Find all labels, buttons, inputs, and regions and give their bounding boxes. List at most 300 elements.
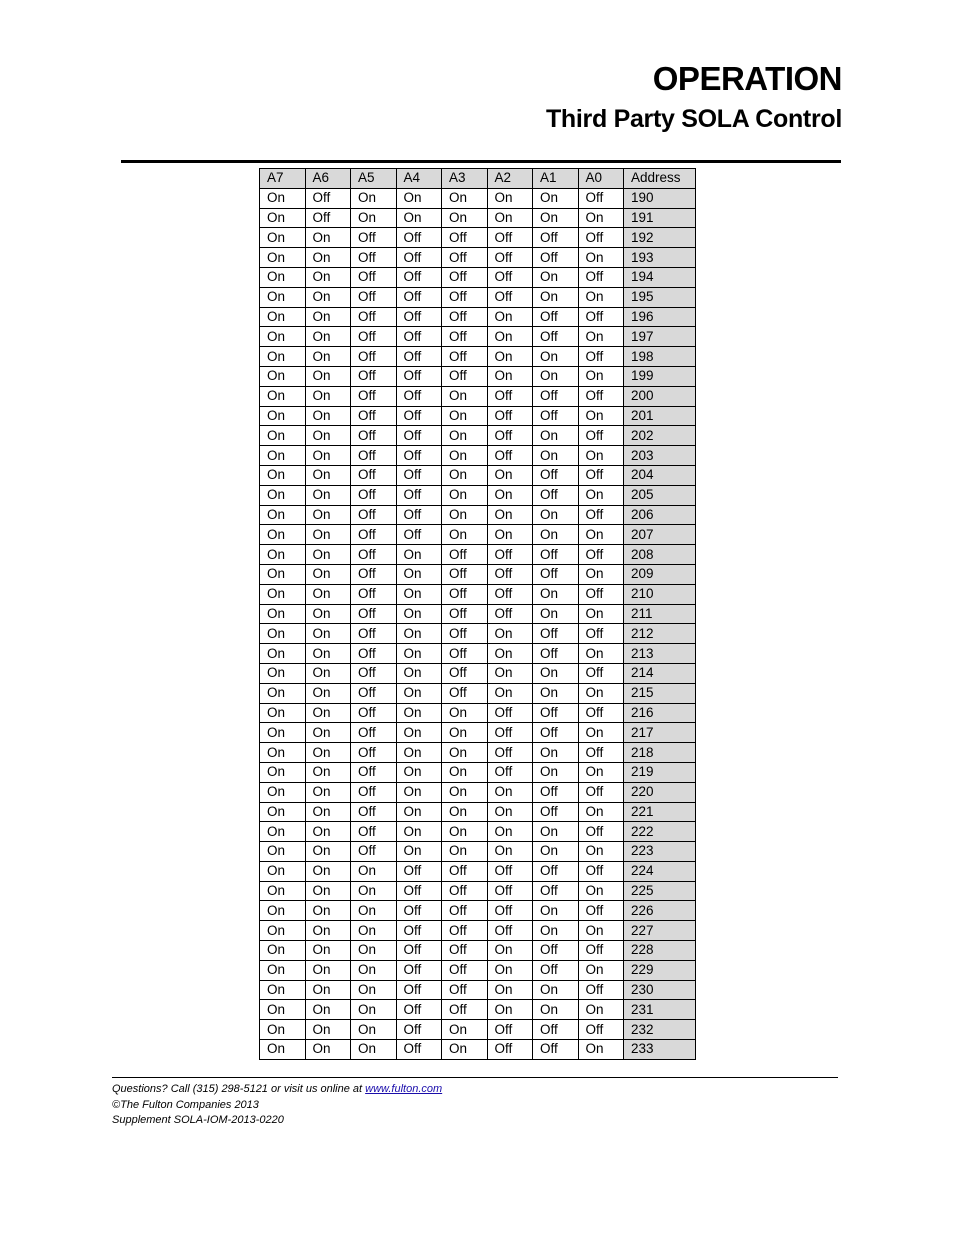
- table-row: [260, 881, 696, 901]
- bit-cell: On: [578, 1040, 624, 1060]
- bit-cell: On: [260, 723, 306, 743]
- bit-cell: Off: [578, 624, 624, 644]
- bit-cell: Off: [578, 465, 624, 485]
- bit-cell: On: [260, 663, 306, 683]
- bit-cell: Off: [442, 644, 488, 664]
- bit-cell: On: [305, 663, 351, 683]
- bit-cell: Off: [487, 564, 533, 584]
- bit-cell: On: [305, 921, 351, 941]
- table-row: [260, 703, 696, 723]
- bit-cell: Off: [351, 703, 397, 723]
- bit-cell: Off: [487, 861, 533, 881]
- bit-cell: On: [442, 188, 488, 208]
- table-row: [260, 644, 696, 664]
- bit-cell: On: [351, 861, 397, 881]
- table-row: [260, 248, 696, 268]
- bit-cell: Off: [396, 1000, 442, 1020]
- bit-cell: On: [305, 644, 351, 664]
- bit-cell: On: [305, 1040, 351, 1060]
- bit-cell: Off: [533, 703, 579, 723]
- bit-cell: On: [578, 1000, 624, 1020]
- table-row: [260, 426, 696, 446]
- bit-cell: Off: [442, 584, 488, 604]
- address-cell: 225: [624, 881, 696, 901]
- website-link[interactable]: www.fulton.com: [365, 1083, 443, 1095]
- table-row: [260, 960, 696, 980]
- bit-cell: Off: [578, 901, 624, 921]
- bit-cell: On: [578, 842, 624, 862]
- bit-cell: On: [578, 366, 624, 386]
- address-cell: 196: [624, 307, 696, 327]
- bit-cell: On: [351, 881, 397, 901]
- header-divider: [121, 160, 841, 163]
- bit-cell: Off: [578, 426, 624, 446]
- bit-cell: Off: [442, 901, 488, 921]
- table-row: [260, 683, 696, 703]
- column-header: A6: [305, 169, 351, 189]
- bit-cell: On: [260, 842, 306, 862]
- column-header: A0: [578, 169, 624, 189]
- bit-cell: On: [260, 545, 306, 565]
- bit-cell: Off: [351, 822, 397, 842]
- bit-cell: On: [396, 663, 442, 683]
- bit-cell: On: [260, 287, 306, 307]
- address-cell: 213: [624, 644, 696, 664]
- bit-cell: On: [533, 743, 579, 763]
- address-cell: 195: [624, 287, 696, 307]
- bit-cell: Off: [396, 1040, 442, 1060]
- bit-cell: On: [487, 505, 533, 525]
- bit-cell: On: [305, 505, 351, 525]
- bit-cell: Off: [396, 446, 442, 466]
- bit-cell: On: [260, 1040, 306, 1060]
- bit-cell: Off: [442, 980, 488, 1000]
- bit-cell: On: [487, 941, 533, 961]
- address-cell: 204: [624, 465, 696, 485]
- bit-cell: Off: [396, 960, 442, 980]
- bit-cell: On: [533, 921, 579, 941]
- bit-cell: On: [533, 584, 579, 604]
- bit-cell: On: [305, 307, 351, 327]
- bit-cell: On: [578, 406, 624, 426]
- address-cell: 207: [624, 525, 696, 545]
- bit-cell: Off: [396, 980, 442, 1000]
- table-row: [260, 802, 696, 822]
- bit-cell: On: [578, 802, 624, 822]
- bit-cell: On: [260, 465, 306, 485]
- bit-cell: On: [396, 624, 442, 644]
- table-row: [260, 505, 696, 525]
- bit-cell: On: [442, 782, 488, 802]
- bit-cell: Off: [442, 545, 488, 565]
- bit-cell: On: [396, 782, 442, 802]
- bit-cell: On: [260, 366, 306, 386]
- bit-cell: Off: [533, 941, 579, 961]
- bit-cell: Off: [442, 1000, 488, 1020]
- bit-cell: On: [260, 386, 306, 406]
- bit-cell: On: [260, 901, 306, 921]
- bit-cell: Off: [442, 941, 488, 961]
- bit-cell: Off: [442, 228, 488, 248]
- address-table: [259, 168, 696, 1060]
- bit-cell: On: [351, 1040, 397, 1060]
- bit-cell: Off: [351, 545, 397, 565]
- bit-cell: Off: [533, 564, 579, 584]
- bit-cell: On: [578, 723, 624, 743]
- table-row: [260, 663, 696, 683]
- table-row: [260, 624, 696, 644]
- bit-cell: Off: [533, 624, 579, 644]
- table-row: [260, 366, 696, 386]
- footer-copyright: ©The Fulton Companies 2013: [112, 1098, 259, 1111]
- bit-cell: On: [396, 208, 442, 228]
- table-row: [260, 188, 696, 208]
- table-row: [260, 980, 696, 1000]
- address-cell: 214: [624, 663, 696, 683]
- bit-cell: On: [442, 406, 488, 426]
- footer-supplement: Supplement SOLA-IOM-2013-0220: [112, 1114, 284, 1126]
- bit-cell: Off: [396, 406, 442, 426]
- address-cell: 201: [624, 406, 696, 426]
- bit-cell: On: [396, 743, 442, 763]
- bit-cell: On: [442, 208, 488, 228]
- bit-cell: On: [260, 861, 306, 881]
- bit-cell: On: [260, 604, 306, 624]
- bit-cell: Off: [533, 1040, 579, 1060]
- bit-cell: On: [260, 208, 306, 228]
- bit-cell: On: [305, 564, 351, 584]
- bit-cell: Off: [396, 921, 442, 941]
- address-cell: 203: [624, 446, 696, 466]
- bit-cell: Off: [442, 248, 488, 268]
- bit-cell: Off: [396, 228, 442, 248]
- bit-cell: On: [533, 208, 579, 228]
- bit-cell: Off: [396, 861, 442, 881]
- bit-cell: Off: [533, 406, 579, 426]
- bit-cell: On: [305, 604, 351, 624]
- bit-cell: On: [487, 525, 533, 545]
- bit-cell: On: [578, 248, 624, 268]
- bit-cell: Off: [487, 386, 533, 406]
- bit-cell: Off: [351, 782, 397, 802]
- bit-cell: Off: [442, 347, 488, 367]
- bit-cell: On: [578, 881, 624, 901]
- table-row: [260, 228, 696, 248]
- bit-cell: Off: [351, 723, 397, 743]
- bit-cell: On: [305, 624, 351, 644]
- bit-cell: On: [396, 564, 442, 584]
- bit-cell: Off: [442, 624, 488, 644]
- address-cell: 208: [624, 545, 696, 565]
- page-subtitle: Third Party SOLA Control: [545, 105, 842, 133]
- bit-cell: On: [578, 446, 624, 466]
- bit-cell: On: [442, 842, 488, 862]
- table-row: [260, 861, 696, 881]
- bit-cell: On: [260, 347, 306, 367]
- bit-cell: Off: [442, 663, 488, 683]
- bit-cell: Off: [487, 248, 533, 268]
- bit-cell: Off: [442, 287, 488, 307]
- bit-cell: On: [533, 525, 579, 545]
- bit-cell: On: [260, 683, 306, 703]
- bit-cell: Off: [396, 327, 442, 347]
- table-row: [260, 782, 696, 802]
- bit-cell: On: [305, 386, 351, 406]
- address-cell: 194: [624, 267, 696, 287]
- bit-cell: On: [578, 921, 624, 941]
- column-header: A7: [260, 169, 306, 189]
- bit-cell: On: [578, 327, 624, 347]
- bit-cell: Off: [351, 505, 397, 525]
- table-row: [260, 485, 696, 505]
- bit-cell: On: [487, 822, 533, 842]
- bit-cell: On: [396, 703, 442, 723]
- address-cell: 216: [624, 703, 696, 723]
- table-row: [260, 1020, 696, 1040]
- bit-cell: Off: [578, 941, 624, 961]
- bit-cell: On: [487, 465, 533, 485]
- bit-cell: On: [260, 980, 306, 1000]
- bit-cell: On: [351, 960, 397, 980]
- table-row: [260, 208, 696, 228]
- bit-cell: On: [260, 406, 306, 426]
- bit-cell: On: [487, 208, 533, 228]
- bit-cell: Off: [351, 683, 397, 703]
- bit-cell: Off: [578, 743, 624, 763]
- table-row: [260, 723, 696, 743]
- bit-cell: On: [305, 287, 351, 307]
- address-cell: 192: [624, 228, 696, 248]
- bit-cell: On: [533, 426, 579, 446]
- bit-cell: On: [260, 822, 306, 842]
- bit-cell: On: [260, 743, 306, 763]
- bit-cell: On: [487, 644, 533, 664]
- bit-cell: On: [442, 465, 488, 485]
- bit-cell: On: [305, 1020, 351, 1040]
- bit-cell: On: [305, 446, 351, 466]
- bit-cell: On: [260, 228, 306, 248]
- bit-cell: Off: [396, 386, 442, 406]
- bit-cell: Off: [487, 1020, 533, 1040]
- table-row: [260, 446, 696, 466]
- bit-cell: On: [442, 802, 488, 822]
- bit-cell: On: [533, 822, 579, 842]
- bit-cell: Off: [578, 980, 624, 1000]
- bit-cell: On: [487, 980, 533, 1000]
- column-header: Address: [624, 169, 696, 189]
- table-row: [260, 465, 696, 485]
- bit-cell: Off: [442, 921, 488, 941]
- table-row: [260, 762, 696, 782]
- bit-cell: On: [533, 366, 579, 386]
- bit-cell: Off: [578, 782, 624, 802]
- bit-cell: On: [442, 1020, 488, 1040]
- address-cell: 191: [624, 208, 696, 228]
- bit-cell: On: [260, 762, 306, 782]
- bit-cell: On: [533, 901, 579, 921]
- bit-cell: Off: [487, 762, 533, 782]
- bit-cell: Off: [487, 901, 533, 921]
- address-cell: 193: [624, 248, 696, 268]
- bit-cell: Off: [533, 545, 579, 565]
- bit-cell: Off: [351, 366, 397, 386]
- bit-cell: On: [305, 267, 351, 287]
- table-row: [260, 842, 696, 862]
- bit-cell: Off: [351, 564, 397, 584]
- bit-cell: On: [305, 723, 351, 743]
- bit-cell: On: [487, 802, 533, 822]
- bit-cell: On: [578, 604, 624, 624]
- bit-cell: On: [351, 208, 397, 228]
- bit-cell: On: [533, 842, 579, 862]
- bit-cell: On: [533, 1000, 579, 1020]
- column-header: A4: [396, 169, 442, 189]
- bit-cell: Off: [578, 228, 624, 248]
- bit-cell: Off: [442, 564, 488, 584]
- bit-cell: On: [305, 762, 351, 782]
- bit-cell: Off: [487, 921, 533, 941]
- bit-cell: Off: [533, 782, 579, 802]
- bit-cell: Off: [533, 1020, 579, 1040]
- bit-cell: On: [442, 525, 488, 545]
- bit-cell: Off: [578, 584, 624, 604]
- bit-cell: On: [305, 941, 351, 961]
- address-cell: 217: [624, 723, 696, 743]
- bit-cell: Off: [396, 941, 442, 961]
- bit-cell: On: [260, 624, 306, 644]
- page-title: OPERATION: [652, 60, 842, 97]
- bit-cell: Off: [578, 188, 624, 208]
- address-cell: 197: [624, 327, 696, 347]
- bit-cell: On: [396, 723, 442, 743]
- bit-cell: On: [533, 347, 579, 367]
- table-row: [260, 347, 696, 367]
- bit-cell: Off: [533, 723, 579, 743]
- bit-cell: Off: [396, 525, 442, 545]
- bit-cell: On: [260, 960, 306, 980]
- bit-cell: On: [396, 822, 442, 842]
- bit-cell: On: [305, 406, 351, 426]
- address-cell: 220: [624, 782, 696, 802]
- bit-cell: On: [305, 584, 351, 604]
- bit-cell: Off: [487, 743, 533, 763]
- bit-cell: On: [533, 188, 579, 208]
- table-row: [260, 901, 696, 921]
- bit-cell: On: [396, 762, 442, 782]
- address-cell: 202: [624, 426, 696, 446]
- bit-cell: Off: [533, 485, 579, 505]
- bit-cell: Off: [396, 366, 442, 386]
- table-row: [260, 327, 696, 347]
- bit-cell: Off: [578, 307, 624, 327]
- bit-cell: Off: [442, 327, 488, 347]
- bit-cell: Off: [442, 861, 488, 881]
- bit-cell: Off: [487, 881, 533, 901]
- bit-cell: Off: [442, 366, 488, 386]
- table-row: [260, 267, 696, 287]
- bit-cell: On: [487, 624, 533, 644]
- bit-cell: Off: [533, 386, 579, 406]
- bit-cell: On: [305, 683, 351, 703]
- bit-cell: Off: [396, 485, 442, 505]
- bit-cell: Off: [351, 465, 397, 485]
- bit-cell: On: [487, 1000, 533, 1020]
- bit-cell: On: [487, 366, 533, 386]
- bit-cell: Off: [351, 267, 397, 287]
- bit-cell: On: [305, 802, 351, 822]
- bit-cell: Off: [351, 287, 397, 307]
- bit-cell: On: [442, 822, 488, 842]
- bit-cell: On: [442, 723, 488, 743]
- bit-cell: Off: [351, 386, 397, 406]
- bit-cell: Off: [578, 505, 624, 525]
- address-cell: 210: [624, 584, 696, 604]
- bit-cell: On: [533, 683, 579, 703]
- address-cell: 190: [624, 188, 696, 208]
- column-header: A3: [442, 169, 488, 189]
- bit-cell: Off: [351, 762, 397, 782]
- bit-cell: On: [351, 921, 397, 941]
- bit-cell: On: [487, 663, 533, 683]
- bit-cell: On: [260, 703, 306, 723]
- address-cell: 198: [624, 347, 696, 367]
- bit-cell: On: [260, 188, 306, 208]
- table-row: [260, 1000, 696, 1020]
- bit-cell: Off: [396, 347, 442, 367]
- bit-cell: On: [442, 426, 488, 446]
- bit-cell: Off: [578, 267, 624, 287]
- bit-cell: Off: [351, 802, 397, 822]
- bit-cell: On: [260, 248, 306, 268]
- bit-cell: On: [533, 980, 579, 1000]
- bit-cell: On: [305, 822, 351, 842]
- bit-cell: On: [305, 881, 351, 901]
- table-row: [260, 941, 696, 961]
- bit-cell: Off: [578, 822, 624, 842]
- table-body: [260, 188, 696, 1059]
- footer-questions: [112, 1082, 442, 1098]
- address-cell: 199: [624, 366, 696, 386]
- bit-cell: On: [260, 881, 306, 901]
- bit-cell: On: [260, 584, 306, 604]
- bit-cell: On: [260, 1000, 306, 1020]
- bit-cell: Off: [351, 327, 397, 347]
- bit-cell: On: [442, 386, 488, 406]
- bit-cell: Off: [533, 881, 579, 901]
- bit-cell: On: [578, 960, 624, 980]
- column-header: A2: [487, 169, 533, 189]
- bit-cell: On: [260, 941, 306, 961]
- bit-cell: Off: [578, 386, 624, 406]
- bit-cell: Off: [442, 307, 488, 327]
- bit-cell: Off: [351, 347, 397, 367]
- bit-cell: On: [487, 842, 533, 862]
- bit-cell: On: [305, 901, 351, 921]
- bit-cell: On: [442, 1040, 488, 1060]
- table-row: [260, 564, 696, 584]
- table-row: [260, 921, 696, 941]
- bit-cell: On: [396, 604, 442, 624]
- bit-cell: On: [305, 485, 351, 505]
- address-cell: 232: [624, 1020, 696, 1040]
- bit-cell: On: [533, 663, 579, 683]
- bit-cell: On: [260, 446, 306, 466]
- bit-cell: On: [260, 267, 306, 287]
- bit-cell: On: [351, 980, 397, 1000]
- address-cell: 215: [624, 683, 696, 703]
- bit-cell: Off: [487, 228, 533, 248]
- table-row: [260, 525, 696, 545]
